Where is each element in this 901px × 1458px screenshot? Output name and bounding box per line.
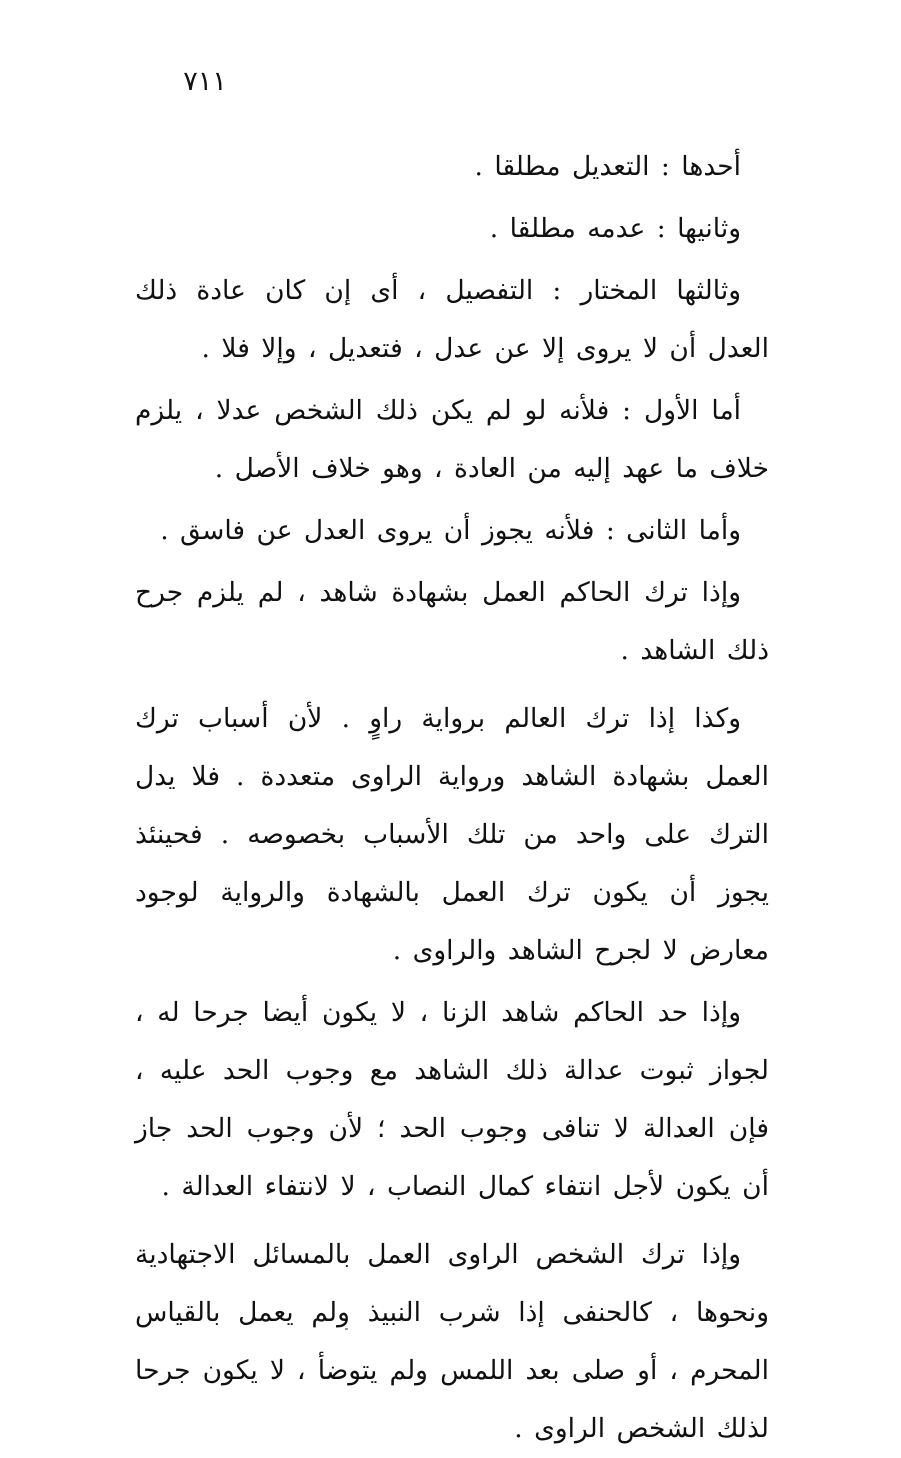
paragraph-6: وإذا ترك الحاكم العمل بشهادة شاهد ، لم يلزم جرح ذلك الشاهد . <box>135 577 769 666</box>
paragraph-4: أما الأول : فلأنه لو لم يكن ذلك الشخص عدلا ، يلزم خلاف ما عهد إليه من العادة ، وهو خلاف الأصل . <box>135 395 769 484</box>
paragraph-9: وإذا ترك الشخص الراوى العمل بالمسائل الاجتهادية ونحوها ، كالحنفى إذا شرب النبيذ ولم يعمل بالقياس المحرم ، أو صلى بعد اللمس ولم يتوضأ ، لا يكون جرحا لذلك الشخص الراوى . <box>135 1239 769 1444</box>
page-number: ٧١١ <box>183 66 227 97</box>
paragraph-5: وأما الثانى : فلأنه يجوز أن يروى العدل عن فاسق . <box>160 515 741 546</box>
paragraph-1: أحدها : التعديل مطلقا . <box>474 151 741 182</box>
paragraph-8: وإذا حد الحاكم شاهد الزنا ، لا يكون أيضا جرحا له ، لجواز ثبوت عدالة ذلك الشاهد مع وجوب الحد عليه ، فإن العدالة لا تنافى وجوب الحد ؛ لأن وجوب الحد جاز أن يكون لأجل انتفاء كمال النصاب ، لا لانتفاء العدالة . <box>135 997 769 1202</box>
paragraph-7: وكذا إذا ترك العالم برواية راوٍ . لأن أسباب ترك العمل بشهادة الشاهد ورواية الراوى متعددة . فلا يدل الترك على واحد من تلك الأسباب بخصوصه . فحينئذ يجوز أن يكون ترك العمل بالشهادة والرواية لوجود معارض لا لجرح الشاهد والراوى . <box>135 703 769 966</box>
paragraph-3: وثالثها المختار : التفصيل ، أى إن كان عادة ذلك العدل أن لا يروى إلا عن عدل ، فتعديل ، وإلا فلا . <box>135 275 769 364</box>
paragraph-2: وثانيها : عدمه مطلقا . <box>489 213 741 244</box>
page-body <box>135 138 769 1458</box>
scan-speck <box>345 1328 348 1330</box>
